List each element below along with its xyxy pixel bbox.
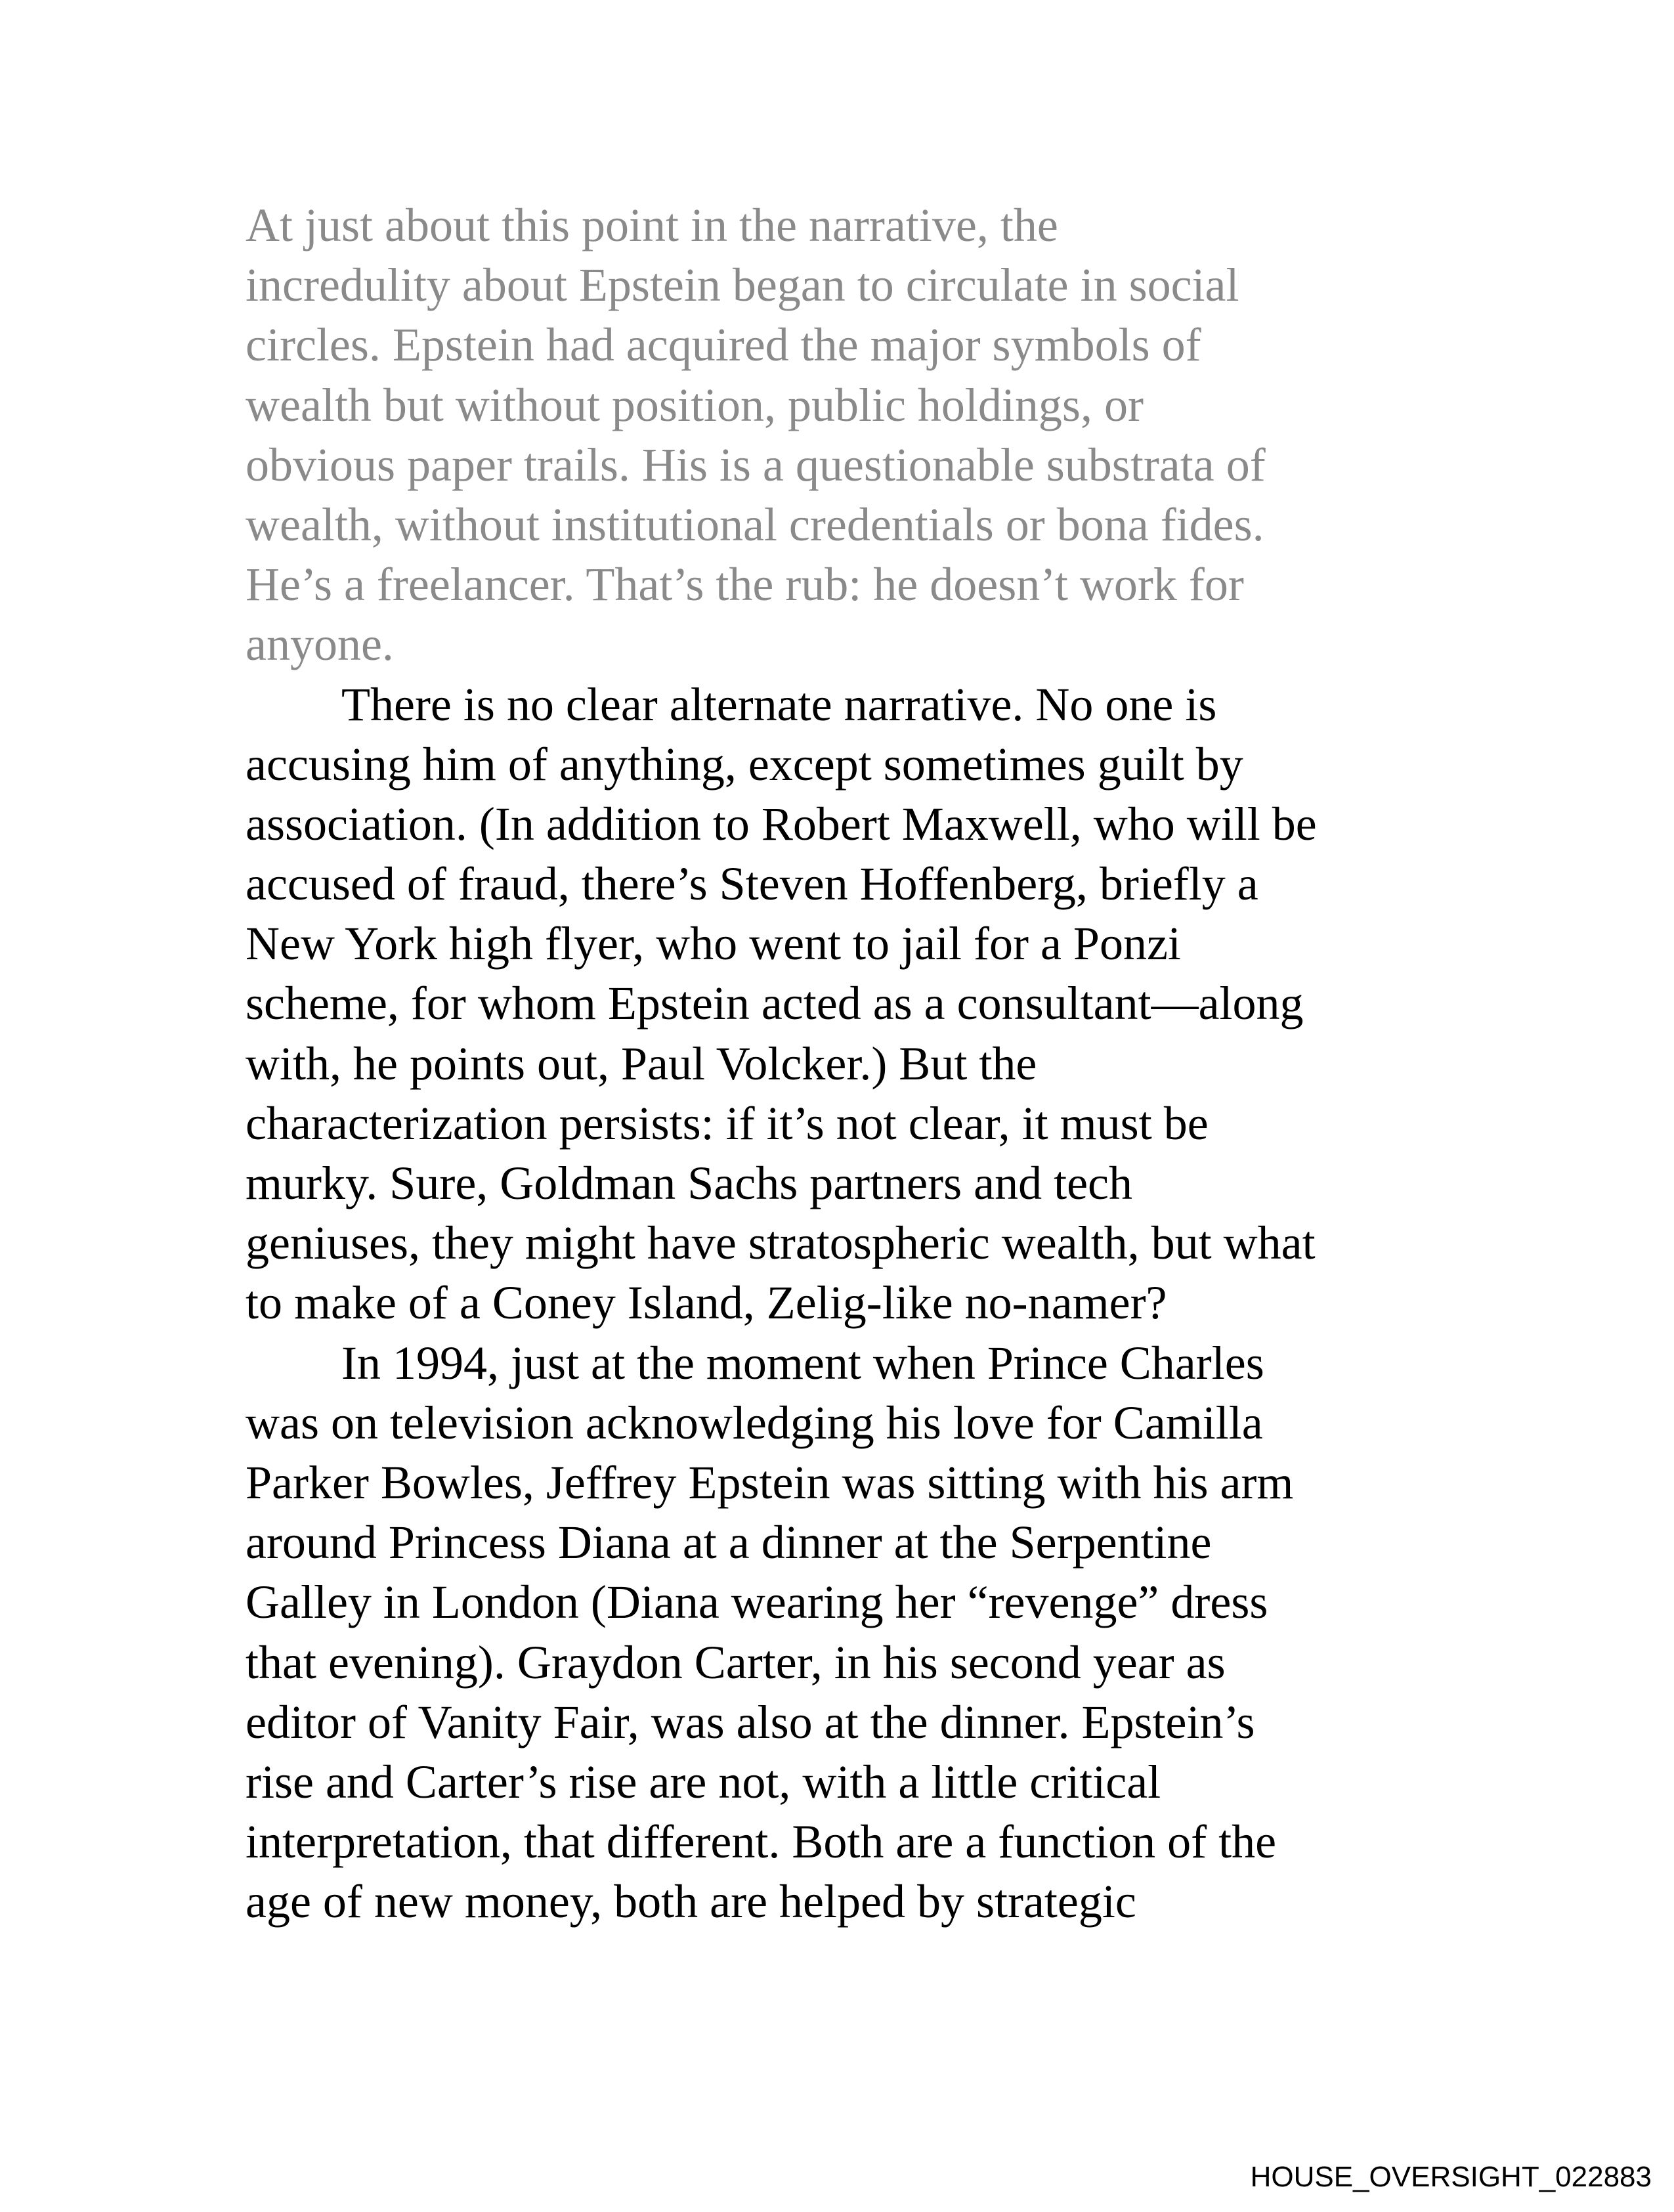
paragraph-line: incredulity about Epstein began to circulate in social xyxy=(246,259,1239,312)
paragraph-line: around Princess Diana at a dinner at the Serpentine xyxy=(246,1516,1212,1569)
bates-number: HOUSE_OVERSIGHT_022883 xyxy=(1250,2161,1652,2193)
paragraph-line: anyone. xyxy=(246,618,394,671)
body-text xyxy=(246,196,1440,1932)
paragraph-line: that evening). Graydon Carter, in his second year as xyxy=(246,1636,1226,1689)
paragraph-line: to make of a Coney Island, Zelig-like no-namer? xyxy=(246,1276,1167,1330)
paragraph-line: He’s a freelancer. That’s the rub: he doesn’t work for xyxy=(246,558,1244,611)
paragraph-line: characterization persists: if it’s not clear, it must be xyxy=(246,1096,1209,1150)
paragraph-line: circles. Epstein had acquired the major symbols of xyxy=(246,318,1201,372)
paragraph-1 xyxy=(246,196,1440,675)
paragraph-line: In 1994, just at the moment when Prince Charles xyxy=(341,1336,1264,1389)
paragraph-3 xyxy=(246,1334,1440,1932)
paragraph-line: murky. Sure, Goldman Sachs partners and tech xyxy=(246,1157,1132,1209)
paragraph-line: geniuses, they might have stratospheric wealth, but what xyxy=(246,1217,1316,1270)
paragraph-line: There is no clear alternate narrative. No one is xyxy=(341,678,1217,731)
paragraph-line: editor of Vanity Fair, was also at the dinner. Epstein’s xyxy=(246,1695,1255,1748)
paragraph-line: wealth, without institutional credentials or bona fides. xyxy=(246,498,1264,551)
paragraph-line: obvious paper trails. His is a questionable substrata of xyxy=(246,438,1266,491)
paragraph-line: scheme, for whom Epstein acted as a consultant—along xyxy=(246,977,1304,1030)
paragraph-line: interpretation, that different. Both are a function of the xyxy=(246,1815,1277,1869)
paragraph-line: Parker Bowles, Jeffrey Epstein was sitting with his arm xyxy=(246,1456,1294,1509)
paragraph-line: wealth but without position, public holdings, or xyxy=(246,378,1144,431)
paragraph-line: accusing him of anything, except sometimes guilt by xyxy=(246,737,1243,791)
paragraph-line: age of new money, both are helped by strategic xyxy=(246,1875,1136,1928)
paragraph-line: At just about this point in the narrative, the xyxy=(246,199,1058,251)
paragraph-line: New York high flyer, who went to jail for a Ponzi xyxy=(246,917,1181,970)
paragraph-line: association. (In addition to Robert Maxwell, who will be xyxy=(246,797,1317,850)
paragraph-2 xyxy=(246,675,1440,1334)
paragraph-line: rise and Carter’s rise are not, with a little critical xyxy=(246,1755,1161,1808)
paragraph-line: accused of fraud, there’s Steven Hoffenberg, briefly a xyxy=(246,857,1258,911)
paragraph-line: was on television acknowledging his love for Camilla xyxy=(246,1396,1263,1449)
paragraph-line: with, he points out, Paul Volcker.) But the xyxy=(246,1037,1037,1090)
paragraph-line: Galley in London (Diana wearing her “revenge” dress xyxy=(246,1576,1268,1629)
